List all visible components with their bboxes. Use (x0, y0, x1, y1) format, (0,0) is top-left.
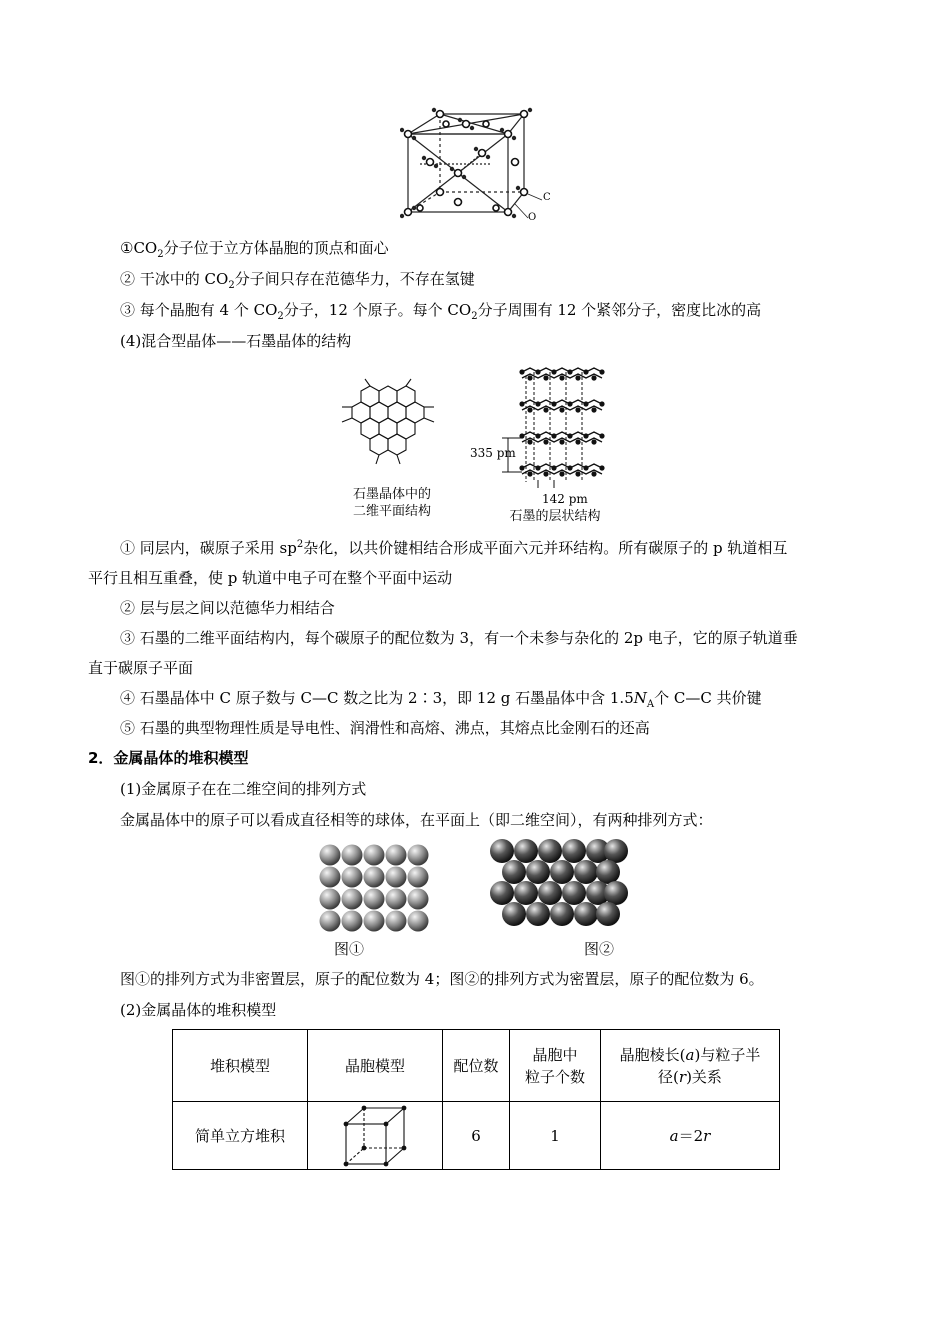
table-header-row (173, 1030, 780, 1102)
co2-point-3: ③ 每个晶胞有 4 个 $CO_2$分子，12 个原子。每个 $CO_2$分子周围有 12 个紧邻分子，密度比冰的高 (120, 301, 762, 322)
cell-stacking-model: 简单立方堆积 (173, 1102, 308, 1170)
non-close-packed-figure (318, 843, 438, 933)
metal-subheading-2: (2)金属晶体的堆积模型 (120, 1001, 277, 1019)
graphite-point-1: ① 同层内，碳原子采用 $sp^2$杂化，以共价键相结合形成平面六元并环结构。所有碳原子的 p 轨道相互 (120, 539, 788, 557)
table-row (173, 1102, 780, 1170)
header-edge-radius-relation: 晶胞棱长(a)与粒子半 径(r)关系 (601, 1030, 780, 1102)
co2-point-1: $①CO_2$分子位于立方体晶胞的顶点和面心 (120, 239, 389, 260)
header-stacking-model: 堆积模型 (173, 1030, 308, 1102)
cell-particle-count: 1 (510, 1102, 601, 1170)
interlayer-distance-label: 335 pm (470, 446, 516, 460)
arrangement-description: 图①的排列方式为非密置层，原子的配位数为 4；图②的排列方式为密置层，原子的配位数为 6。 (120, 970, 764, 988)
close-packed-figure (488, 838, 630, 930)
header-particle-count: 晶胞中 粒子个数 (510, 1030, 601, 1102)
graphite-point-4: ④ 石墨晶体中 C 原子数与 C—C 数之比为 2∶3，即 12 g 石墨晶体中含 $1.5N_A$个 C—C 共价键 (120, 689, 762, 710)
graphite-layer-caption: 石墨的层状结构 (509, 509, 601, 524)
graphite-point-5: ⑤ 石墨的典型物理性质是导电性、润滑性和高熔、沸点，其熔点比金刚石的还高 (120, 719, 650, 737)
graphite-point-3-cont: 直于碳原子平面 (88, 659, 194, 677)
metal-subheading-1: (1)金属原子在在二维空间的排列方式 (120, 780, 367, 798)
co2-point-2: ② 干冰中的 $CO_2$分子间只存在范德华力，不存在氢键 (120, 270, 475, 291)
header-coordination-number: 配位数 (443, 1030, 510, 1102)
figure-2-caption: 图② (584, 940, 615, 958)
carbon-label: C (543, 192, 551, 203)
co2-crystal-figure (400, 104, 570, 230)
graphite-layer-figure (470, 362, 610, 492)
graphite-point-2: ② 层与层之间以范德华力相结合 (120, 599, 335, 617)
header-cell-model: 晶胞模型 (308, 1030, 443, 1102)
metal-intro: 金属晶体中的原子可以看成直径相等的球体，在平面上（即二维空间），有两种排列方式： (120, 811, 713, 829)
graphite-point-3: ③ 石墨的二维平面结构内，每个碳原子的配位数为 3，有一个未参与杂化的 2p 电子，它的原子轨道垂 (120, 629, 798, 647)
graphite-2d-figure (338, 378, 438, 474)
simple-cubic-cell-icon (340, 1104, 410, 1168)
graphite-2d-caption: 石墨晶体中的 二维平面结构 (352, 487, 431, 519)
bond-length-label: 142 pm (542, 492, 588, 506)
metal-heading: 2．金属晶体的堆积模型 (88, 749, 249, 767)
figure-1-caption: 图① (334, 940, 365, 958)
stacking-model-table (172, 1029, 780, 1170)
graphite-point-1-cont: 平行且相互重叠，使 p 轨道中电子可在整个平面中运动 (88, 569, 453, 587)
cell-coordination-number: 6 (443, 1102, 510, 1170)
cell-cube-model (308, 1102, 443, 1170)
oxygen-label: O (528, 212, 537, 223)
cell-edge-radius-relation: a＝2r (601, 1102, 780, 1170)
graphite-heading: (4)混合型晶体——石墨晶体的结构 (120, 332, 352, 350)
